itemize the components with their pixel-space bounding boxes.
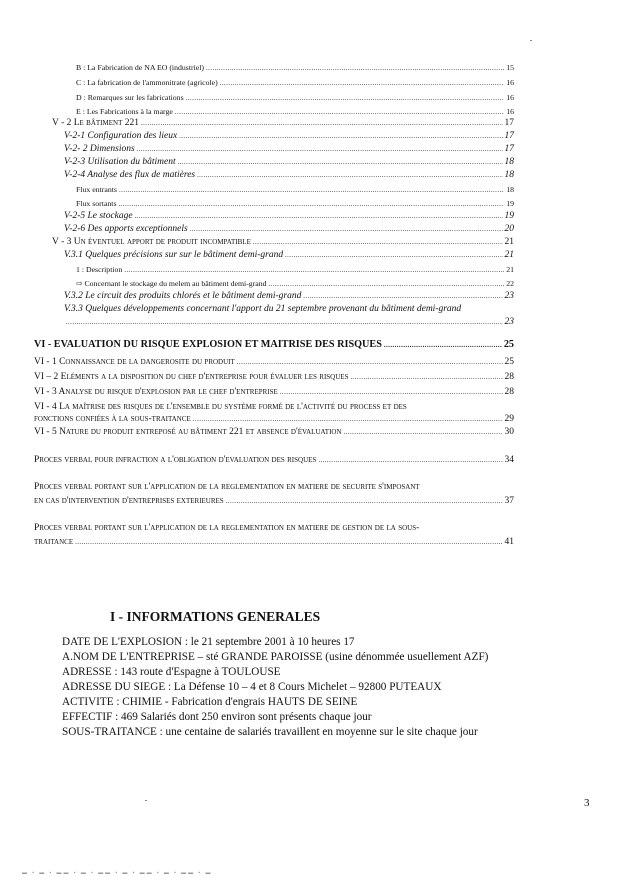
toc-entry-multiline: VI - 4 La maîtrise des risques de l'ensemble du système formé de l'activité du process et des — [34, 402, 407, 412]
toc-entry: V-2-5 Le stockage ..... 19 — [64, 212, 514, 222]
toc-entry: V.3.1 Quelques précisions sur sur le bâtiment demi-grand ..... 21 — [64, 251, 514, 261]
info-headquarters-address: ADRESSE DU SIEGE : La Défense 10 – 4 et 8 Cours Michelet – 92800 PUTEAUX — [62, 681, 442, 693]
toc-entry-continuation: en cas d'intervention d'entreprises exterieures ..... 37 — [34, 497, 514, 507]
info-workforce: EFFECTIF : 469 Salariés dont 250 environ sont présents chaque jour — [62, 711, 372, 723]
info-subcontracting: SOUS-TRAITANCE : une centaine de salariés travaillent en moyenne sur le site chaque jour — [62, 726, 478, 738]
toc-entry: Flux entrants ..... 18 — [76, 186, 514, 194]
toc-entry: V - 2 Le bâtiment 221 ..... 17 — [52, 119, 514, 129]
toc-entry: 1 : Description ..... 21 — [76, 266, 514, 274]
toc-entry: V-2-4 Analyse des flux de matières ..... 18 — [64, 171, 514, 181]
toc-entry-continuation: traitance ..... 41 — [34, 538, 514, 548]
toc-entry-multiline: Proces verbal portant sur l'application de la reglementation en matiere de gestion de la sous- — [34, 523, 420, 533]
toc-entry: E : Les Fabrications à la marge ..... 16 — [76, 108, 514, 116]
toc-entry: C : La fabrication de l'ammonitrate (agricole) ..... 16 — [76, 79, 514, 87]
info-company-name: A.NOM DE L'ENTREPRISE – sté GRANDE PAROISSE (usine dénommée usuellement AZF) — [62, 651, 489, 663]
info-activity: ACTIVITE : CHIMIE - Fabrication d'engrais HAUTS DE SEINE — [62, 696, 358, 708]
scan-edge-noise: ▬ ▪ ▬ ▪ ▬▬ ▪ ▬ ▪ ▬▬ ▪ ▬ ▪ ▬▬ ▪ ▬ ▪ ▬▬ ▪ ▬ — [22, 871, 213, 876]
toc-entry: V-2-3 Utilisation du bâtiment ..... 18 — [64, 158, 514, 168]
toc-chapter: VI - EVALUATION DU RISQUE EXPLOSION ET MAITRISE DES RISQUES ..... 25 — [34, 340, 514, 350]
toc-entry-continuation: ..... 23 — [64, 318, 514, 328]
toc-entry: V - 3 Un éventuel apport de produit incompatible ..... 21 — [52, 238, 514, 248]
info-explosion-date: DATE DE L'EXPLOSION : le 21 septembre 2001 à 10 heures 17 — [62, 636, 355, 648]
toc-entry: B : La Fabrication de NA EO (industriel) ..... 15 — [76, 64, 514, 72]
toc-entry: Flux sortants ..... 19 — [76, 200, 514, 208]
toc-entry: V-2-1 Configuration des lieux ..... 17 — [64, 132, 514, 142]
page-number: 3 — [584, 797, 590, 809]
toc-entry: VI - 1 Connaissance de la dangerosite du produit ..... 25 — [34, 358, 514, 368]
toc-entry: ⇨ Concernant le stockage du melem au bâtiment demi-grand ..... 22 — [76, 280, 514, 288]
toc-entry: VI - 3 Analyse du risque d'explosion par le chef d'entreprise ..... 28 — [34, 388, 514, 398]
scan-speck — [530, 40, 532, 41]
info-address: ADRESSE : 143 route d'Espagne à TOULOUSE — [62, 666, 281, 678]
section-heading: I - INFORMATIONS GENERALES — [110, 609, 321, 624]
scan-speck — [145, 800, 147, 801]
toc-entry: VI – 2 Eléments a la disposition du chef d'entreprise pour évaluer les risques ..... 28 — [34, 373, 514, 383]
toc-entry: D : Remarques sur les fabrications ..... 16 — [76, 94, 514, 102]
toc-entry: V-2-6 Des apports exceptionnels ..... 20 — [64, 225, 514, 235]
toc-entry-multiline: Proces verbal portant sur l'application de la reglementation en matiere de securite s'imposant — [34, 482, 420, 492]
toc-entry-multiline: V.3.3 Quelques développements concernant l'apport du 21 septembre provenant du bâtiment demi-grand — [64, 304, 462, 314]
toc-entry: Proces verbal pour infraction a l'obligation d'evaluation des risques ..... 34 — [34, 456, 514, 466]
toc-entry: V.3.2 Le circuit des produits chlorés et le bâtiment demi-grand ..... 23 — [64, 292, 514, 302]
toc-entry-continuation: fonctions confiées à la sous-traitance ..... 29 — [34, 415, 514, 425]
toc-entry: V-2- 2 Dimensions ..... 17 — [64, 145, 514, 155]
toc-entry: VI - 5 Nature du produit entreposé au bâtiment 221 et absence d'évaluation ..... 30 — [34, 428, 514, 438]
